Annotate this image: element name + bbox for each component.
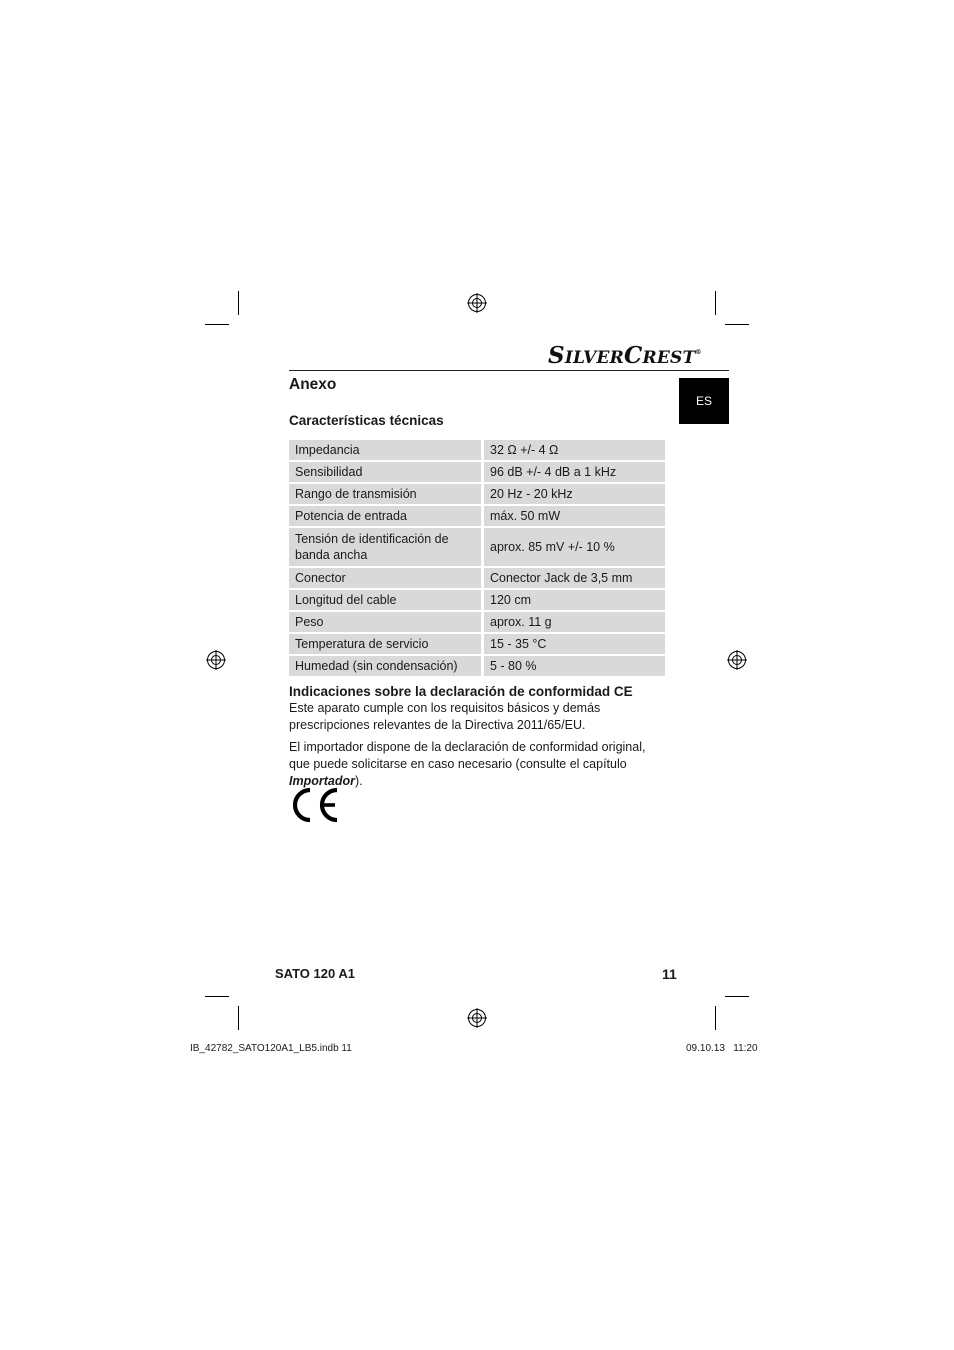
table-row [289,484,665,506]
spec-label: Rango de transmisión [289,484,484,506]
table-row [289,656,665,678]
spec-value: 5 - 80 % [484,656,665,678]
spec-label: Temperatura de servicio [289,634,484,656]
spec-label: Tensión de identificación de banda ancha [289,528,484,568]
registration-mark-icon [467,293,487,313]
ce-mark-icon [289,786,341,824]
crop-mark [725,324,749,325]
spec-value: aprox. 11 g [484,612,665,634]
table-row [289,506,665,528]
crop-mark [238,1006,239,1030]
spec-label: Humedad (sin condensación) [289,656,484,678]
spec-value: Conector Jack de 3,5 mm [484,568,665,590]
table-row [289,612,665,634]
print-datetime: 09.10.13 11:20 [686,1043,758,1054]
spec-label: Longitud del cable [289,590,484,612]
crop-mark [725,996,749,997]
conformity-title: Indicaciones sobre la declaración de conformidad CE [289,684,633,699]
registration-mark-icon [467,1008,487,1028]
silvercrest-logo: SILVERCREST® [548,342,702,369]
table-row [289,440,665,462]
conformity-paragraph-1: Este aparato cumple con los requisitos básicos y demás prescripciones relevantes de la Directiva 2011/65/EU. [289,701,601,732]
table-row [289,634,665,656]
table-row [289,528,665,568]
spec-label: Sensibilidad [289,462,484,484]
crop-mark [715,291,716,315]
spec-value: 120 cm [484,590,665,612]
tech-specs-title: Características técnicas [289,413,444,428]
table-row [289,590,665,612]
crop-mark [715,1006,716,1030]
header-rule [289,370,729,371]
spec-value: 15 - 35 °C [484,634,665,656]
table-row [289,462,665,484]
specs-table [289,440,665,678]
spec-label: Conector [289,568,484,590]
spec-label: Potencia de entrada [289,506,484,528]
registration-mark-icon [206,650,226,670]
conformity-paragraph-2: El importador dispone de la declaración de conformidad original, que puede solicitarse en caso necesario (consulte el capítulo Importador). [289,740,646,788]
table-row [289,568,665,590]
registration-mark-icon [727,650,747,670]
crop-mark [238,291,239,315]
spec-value: aprox. 85 mV +/- 10 % [484,528,665,568]
spec-value: 20 Hz - 20 kHz [484,484,665,506]
language-tab [679,378,729,424]
section-title: Anexo [289,376,337,393]
spec-label: Impedancia [289,440,484,462]
spec-label: Peso [289,612,484,634]
language-tab-label: ES [695,394,712,408]
importer-reference: Importador [289,774,355,788]
crop-mark [205,996,229,997]
print-file-info: IB_42782_SATO120A1_LB5.indb 11 [190,1043,352,1054]
spec-value: 32 Ω +/- 4 Ω [484,440,665,462]
crop-mark [205,324,229,325]
page-number: 11 [662,966,677,982]
spec-value: máx. 50 mW [484,506,665,528]
model-name: SATO 120 A1 [275,966,355,981]
spec-value: 96 dB +/- 4 dB a 1 kHz [484,462,665,484]
